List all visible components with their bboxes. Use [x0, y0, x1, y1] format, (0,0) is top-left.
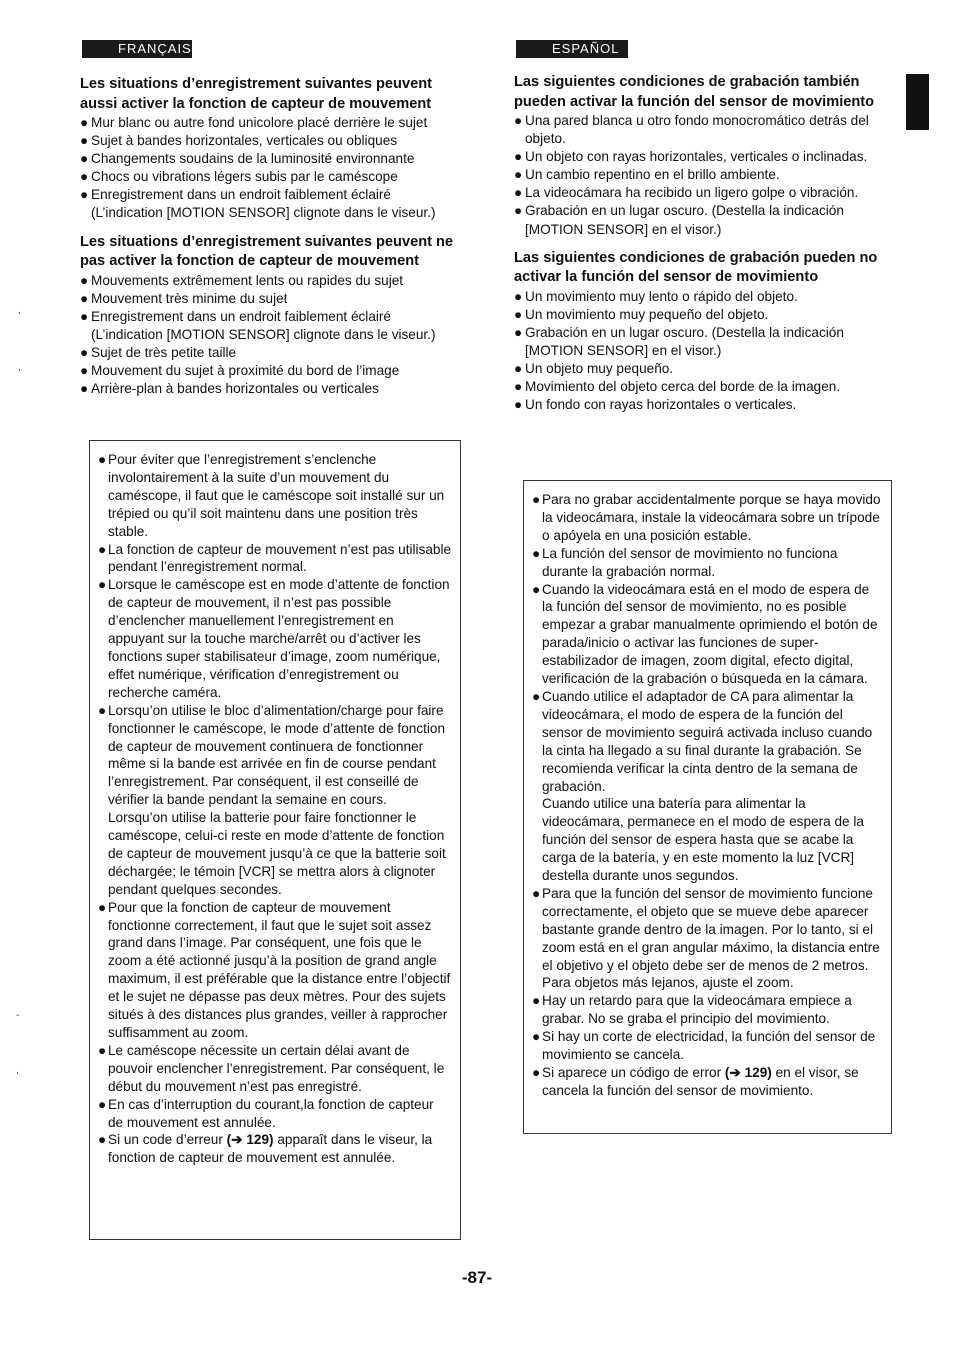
list-item: ● Un fondo con rayas horizontales o verticales. [514, 397, 797, 413]
note-battery: Lorsqu’on utilise la batterie pour faire fonctionner le caméscope, celui-ci reste en mode d’attente de fonction de capteur de mouvement jusqu’à ce que la batterie soit déchargée; le témoin [VCR] se mettra alors à clignoter pendant quelques secondes. [108, 810, 446, 897]
note-item: ● Para no grabar accidentalmente porque se haya movido la videocámara, instale la videocámara sobre un trípode o apóyela en una posición estable. [532, 492, 881, 543]
note-item: ● Cuando utilice el adaptador de CA para alimentar la videocámara, el modo de espera de la función del sensor de movimiento seguirá activada incluso cuando la cinta ha llegado a su final durante la grabación. Se recomienda verificar la cinta dentro de la semana de grabación. Cuando utilice una batería para alimentar la videocámara, permanece en el modo de espera de la función del sensor de espera hasta que se acabe la carga de la batería, y en este momento la luz [VCR] destella durante unos segundos. [532, 688, 883, 885]
fr-section2-list [80, 272, 456, 399]
spanish-column [514, 73, 892, 414]
scan-mark: , [18, 305, 21, 316]
note-item: ● Lorsque le caméscope est en mode d’attente de fonction de capteur de mouvement, il n’est pas possible d’enclencher manuellement l’enregistrement en appuyant sur la touche marche/arrêt ou d’activer les fonctions super stabilisateur d’image, zoom numérique, effet numérique, vérification d’enregistrement ou recherche caméra. [98, 577, 450, 700]
french-column [80, 75, 456, 398]
list-item: ● Grabación en un lugar oscuro. (Destella la indicación [MOTION SENSOR] en el visor.) [514, 324, 844, 358]
es-section1-title: Las siguientes condiciones de grabación también pueden activar la función del sensor de movimiento [514, 74, 875, 110]
note-item: ● Si hay un corte de electricidad, la función del sensor de movimiento se cancela. [532, 1029, 876, 1063]
note-battery: Cuando utilice una batería para alimentar la videocámara, permanece en el modo de espera de la función del sensor de espera hasta que se acabe la carga de la batería, y en este momento la luz [VCR] destella durante unos segundos. [542, 796, 864, 884]
note-item: ● Pour éviter que l’enregistrement s’enclenche involontairement à la suite d’un mouvement du caméscope, il faut que le caméscope soit installé sur un trépied ou qu’il soit maintenu dans une position très stable. [98, 452, 445, 539]
list-item: ● Enregistrement dans un endroit faiblement éclairé (L’indication [MOTION SENSOR] clignote dans le viseur.) [80, 308, 436, 342]
note-item: ● Si un code d’erreur (➔ 129) apparaît dans le viseur, la fonction de capteur de mouvement est annulée. [98, 1132, 433, 1166]
page-number: -87- [461, 1268, 493, 1287]
list-item: ● Un objeto muy pequeño. [514, 361, 674, 377]
list-item: ● Enregistrement dans un endroit faiblement éclairé (L’indication [MOTION SENSOR] clignote dans le viseur.) [80, 187, 436, 221]
list-item: ● Mouvement très minime du sujet [80, 290, 288, 306]
list-item: ● Mouvement du sujet à proximité du bord de l’image [80, 363, 400, 379]
note-item: ● La fonction de capteur de mouvement n’est pas utilisable pendant l’enregistrement normal. [98, 541, 452, 575]
language-tab-francais: FRANÇAIS [82, 40, 192, 58]
list-item: ● Mur blanc ou autre fond unicolore placé derrière le sujet [80, 115, 428, 130]
list-item: ● Sujet à bandes horizontales, verticales ou obliques [80, 133, 398, 149]
page-reference: (➔ 129) [226, 1132, 274, 1148]
fr-section2-title: Les situations d’enregistrement suivantes peuvent ne pas activer la fonction de capteur de mouvement [80, 233, 454, 270]
note-item: ● La función del sensor de movimiento no funciona durante la grabación normal. [532, 545, 838, 579]
es-notes-box [523, 480, 892, 1134]
list-item: ● Un movimiento muy lento o rápido del objeto. [514, 288, 798, 304]
es-section2-list [514, 288, 892, 415]
list-item: ● Un objeto con rayas horizontales, verticales o inclinadas. [514, 149, 868, 165]
note-item: ● Cuando la videocámara está en el modo de espera de la función del sensor de movimiento, no es posible empezar a grabar manualmente oprimiendo el botón de parada/inicio o activar las funciones de super- estabilizador de imagen, zoom digital, efecto digital, verificación de la grabación o búsqueda en la cámara. [532, 581, 878, 687]
note-item: ● En cas d’interruption du courant,la fonction de capteur de mouvement est annulée. [98, 1096, 434, 1130]
note-item: ● Le caméscope nécessite un certain délai avant de pouvoir enclencher l’enregistrement. Par conséquent, le début du mouvement n’est pas enregistré. [98, 1042, 445, 1094]
list-item: ● Grabación en un lugar oscuro. (Destella la indicación [MOTION SENSOR] en el visor.) [514, 203, 844, 237]
list-item: ● Arrière-plan à bandes horizontales ou verticales [80, 381, 379, 397]
scan-mark: - [16, 1010, 20, 1021]
note-item: ● Para que la función del sensor de movimiento funcione correctamente, el objeto que se mueve debe aparecer bastante grande dentro de la imagen. Por lo tanto, si el zoom está en el gran angular máximo, la distancia entre el objetivo y el objeto debe ser de menos de 2 metros. Para objetos más lejanos, ajuste el zoom. [532, 885, 880, 991]
list-item: ● Mouvements extrêmement lents ou rapides du sujet [80, 272, 404, 288]
scan-mark: , [18, 362, 21, 373]
es-section1-list [514, 112, 892, 239]
list-item: ● Movimiento del objeto cerca del borde de la imagen. [514, 379, 841, 395]
list-item: ● Changements soudains de la luminosité environnante [80, 151, 415, 167]
list-item: ● Un cambio repentino en el brillo ambiente. [514, 167, 780, 183]
page-reference: (➔ 129) [724, 1065, 772, 1080]
list-item: ● Chocs ou vibrations légers subis par le caméscope [80, 169, 398, 185]
note-item: ● Lorsqu’on utilise le bloc d’alimentation/charge pour faire fonctionner le caméscope, le mode d’attente de fonction de capteur de mouvement continuera de fonctionner même si la bande est arrivée en fin de course pendant l’enregistrement. Par conséquent, il est conseillé de vérifier la bande pendant la semaine en cours. Lorsqu’on utilise la batterie pour faire fonctionner le caméscope, celui-ci reste en mode d’attente de fonction de capteur de mouvement jusqu’à ce que la batterie soit déchargée; le témoin [VCR] se mettra alors à clignoter pendant quelques secondes. [98, 702, 452, 899]
list-item: ● Sujet de très petite taille [80, 344, 237, 360]
fr-section1-list [80, 114, 456, 223]
fr-notes-box [89, 440, 461, 1240]
section-marker-bar [906, 74, 929, 130]
list-item: ● La videocámara ha recibido un ligero golpe o vibración. [514, 185, 859, 201]
es-section2-title: Las siguientes condiciones de grabación pueden no activar la función del sensor de movimiento [514, 249, 878, 286]
scan-mark: , [16, 1065, 19, 1076]
note-item: ● Si aparece un código de error (➔ 129) en el visor, se cancela la función del sensor de movimiento. [532, 1065, 859, 1098]
note-item: ● Hay un retardo para que la videocámara empiece a grabar. No se graba el principio del movimiento. [532, 993, 852, 1027]
list-item: ● Una pared blanca u otro fondo monocromático detrás del objeto. [514, 113, 869, 147]
fr-section1-title: Les situations d’enregistrement suivantes peuvent aussi activer la fonction de capteur de mouvement [80, 76, 432, 112]
note-item: ● Pour que la fonction de capteur de mouvement fonctionne correctement, il faut que le sujet soit assez grand dans l’image. Par conséquent, une fois que le zoom a été actionné jusqu’à la position de grand angle maximum, il est préférable que la distance entre l’objectif et le sujet ne dépasse pas deux mètres. Pour des sujets situés à des distances plus grandes, veiller à rapprocher suffisamment au zoom. [98, 899, 451, 1040]
list-item: ● Un movimiento muy pequeño del objeto. [514, 306, 769, 322]
language-tab-espanol: ESPAÑOL [516, 40, 628, 58]
